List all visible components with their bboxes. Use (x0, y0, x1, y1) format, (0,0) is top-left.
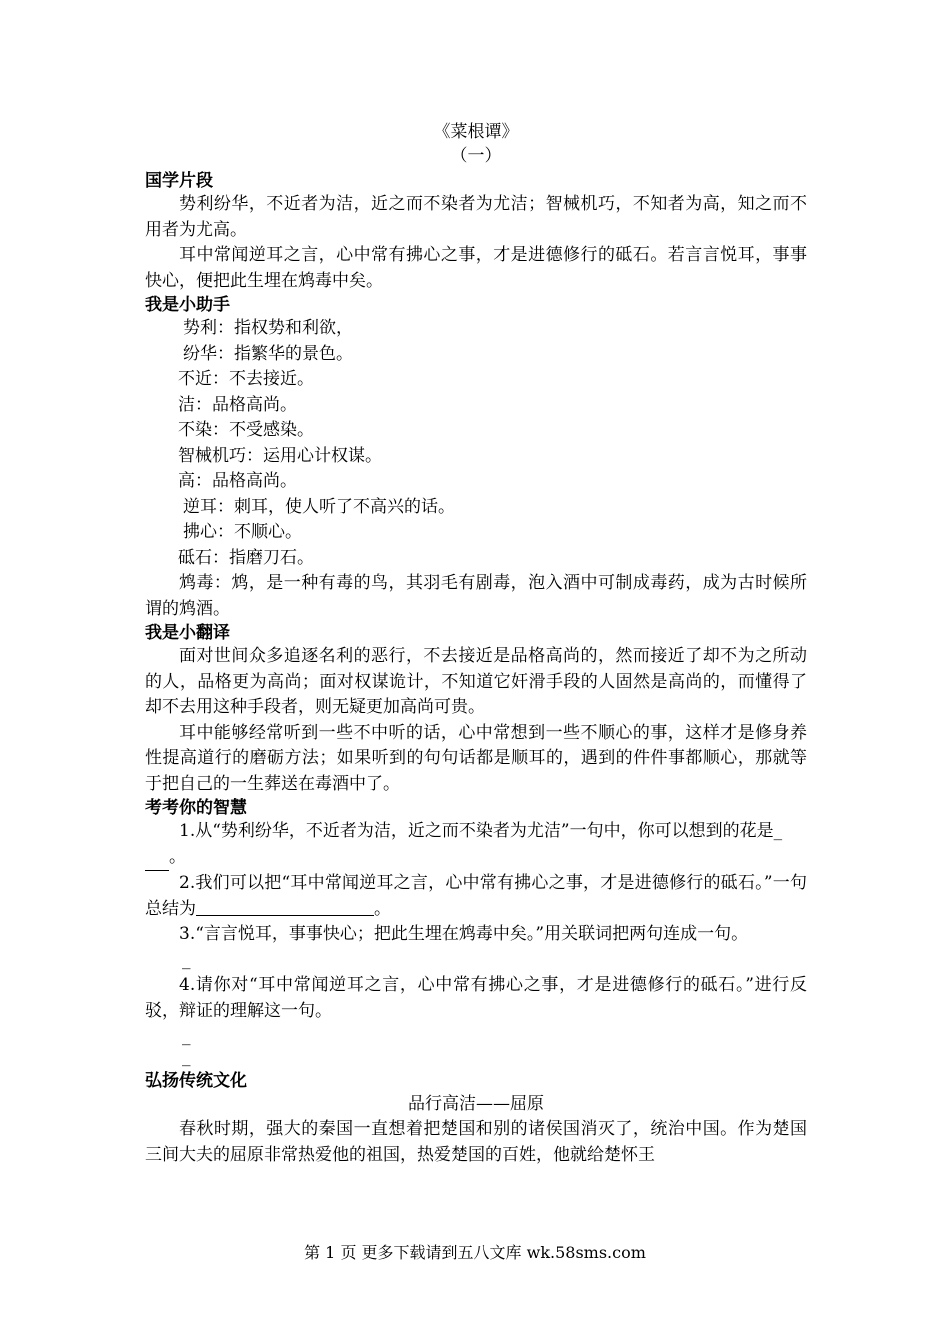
section-heading-quiz: 考考你的智慧 (145, 798, 247, 818)
gloss-item-last: 鸩毒：鸩，是一种有毒的鸟，其羽毛有剧毒，泡入酒中可制成毒药，成为古时候所谓的鸩酒。 (145, 573, 807, 619)
answer-blank[interactable]: _ (182, 949, 191, 970)
translate-paragraph: 面对世间众多追逐名利的恶行，不去接近是品格高尚的，然而接近了却不为之所动的人，品格更为高尚；面对权谋诡计，不知道它奸滑手段的人固然是高尚的，而懂得了却不去用这种手段者，则无疑更加高尚可贵。 (145, 646, 807, 717)
gloss-item: 不染：不受感染。 (178, 420, 314, 440)
gloss-item: 智械机巧：运用心计权谋。 (178, 445, 382, 466)
gloss-item: 洁：品格高尚。 (178, 394, 297, 415)
gloss-item: 砥石：指磨刀石。 (178, 547, 314, 568)
guoxue-paragraph: 耳中常闻逆耳之言，心中常有拂心之事，才是进德修行的砥石。若言言悦耳，事事快心，便把此生埋在鸩毒中矣。 (145, 245, 807, 291)
quiz-question-4: 4.请你对“耳中常闻逆耳之言，心中常有拂心之事，才是进德修行的砥石。”进行反驳，辩证的理解这一句。 (145, 975, 807, 1021)
quiz-question-1-cont (145, 845, 807, 872)
quiz-question-1-end: 。 (169, 846, 186, 867)
quiz-question-2-text: 2.我们可以把“耳中常闻逆耳之言，心中常有拂心之事，才是进德修行的砥石。”一句总结为 (145, 873, 807, 919)
answer-blank[interactable] (145, 845, 169, 872)
translate-paragraph: 耳中能够经常听到一些不中听的话，心中常想到一些不顺心的事，这样才是修身养性提高道行的磨砺方法；如果听到的句句话都是顺耳的，遇到的件件事都顺心，那就等于把自己的一生葬送在毒酒中了。 (145, 722, 807, 794)
gloss-item: 纷华：指繁华的景色。 (183, 343, 353, 364)
doc-title: 《菜根谭》 (433, 122, 519, 142)
page-footer: 第 1 页 更多下载请到五八文库 wk.58sms.com (304, 1243, 646, 1262)
gloss-item: 势利：指权势和利欲， (183, 318, 353, 338)
answer-blank[interactable]: _ (182, 1026, 191, 1046)
answer-blank[interactable]: _ (182, 1046, 191, 1067)
gloss-item: 高：品格高尚。 (178, 471, 297, 491)
answer-blank[interactable] (196, 897, 374, 916)
section-heading-translate: 我是小翻译 (145, 623, 230, 643)
quiz-question-2 (145, 871, 807, 922)
quiz-question-3: 3.“言言悦耳，事事快心；把此生埋在鸩毒中矣。”用关联词把两句连成一句。 (179, 924, 749, 944)
document-body (145, 120, 807, 1168)
answer-blank[interactable]: _ (773, 821, 783, 841)
gloss-item: 逆耳：刺耳，使人听了不高兴的话。 (183, 496, 455, 517)
guoxue-paragraph: 势利纷华，不近者为洁，近之而不染者为尤洁；智械机巧，不知者为高，知之而不用者为尤高。 (145, 194, 807, 240)
doc-subtitle: （一） (450, 146, 502, 166)
quiz-question-2-end: 。 (374, 898, 391, 919)
quiz-question-1 (145, 819, 807, 845)
quiz-question-1-text: 1.从“势利纷华，不近者为洁，近之而不染者为尤洁”一句中，你可以想到的花是 (179, 821, 774, 841)
section-heading-guoxue: 国学片段 (145, 171, 213, 191)
section-heading-culture: 弘扬传统文化 (145, 1070, 247, 1091)
gloss-item: 不近：不去接近。 (178, 369, 314, 389)
story-title: 品行高洁——屈原 (408, 1093, 544, 1114)
gloss-item: 拂心：不顺心。 (183, 522, 302, 542)
section-heading-helper: 我是小助手 (145, 295, 230, 315)
story-paragraph: 春秋时期，强大的秦国一直想着把楚国和别的诸侯国消灭了，统治中国。作为楚国三间大夫的屈原非常热爱他的祖国，热爱楚国的百姓，他就给楚怀王 (145, 1119, 807, 1165)
